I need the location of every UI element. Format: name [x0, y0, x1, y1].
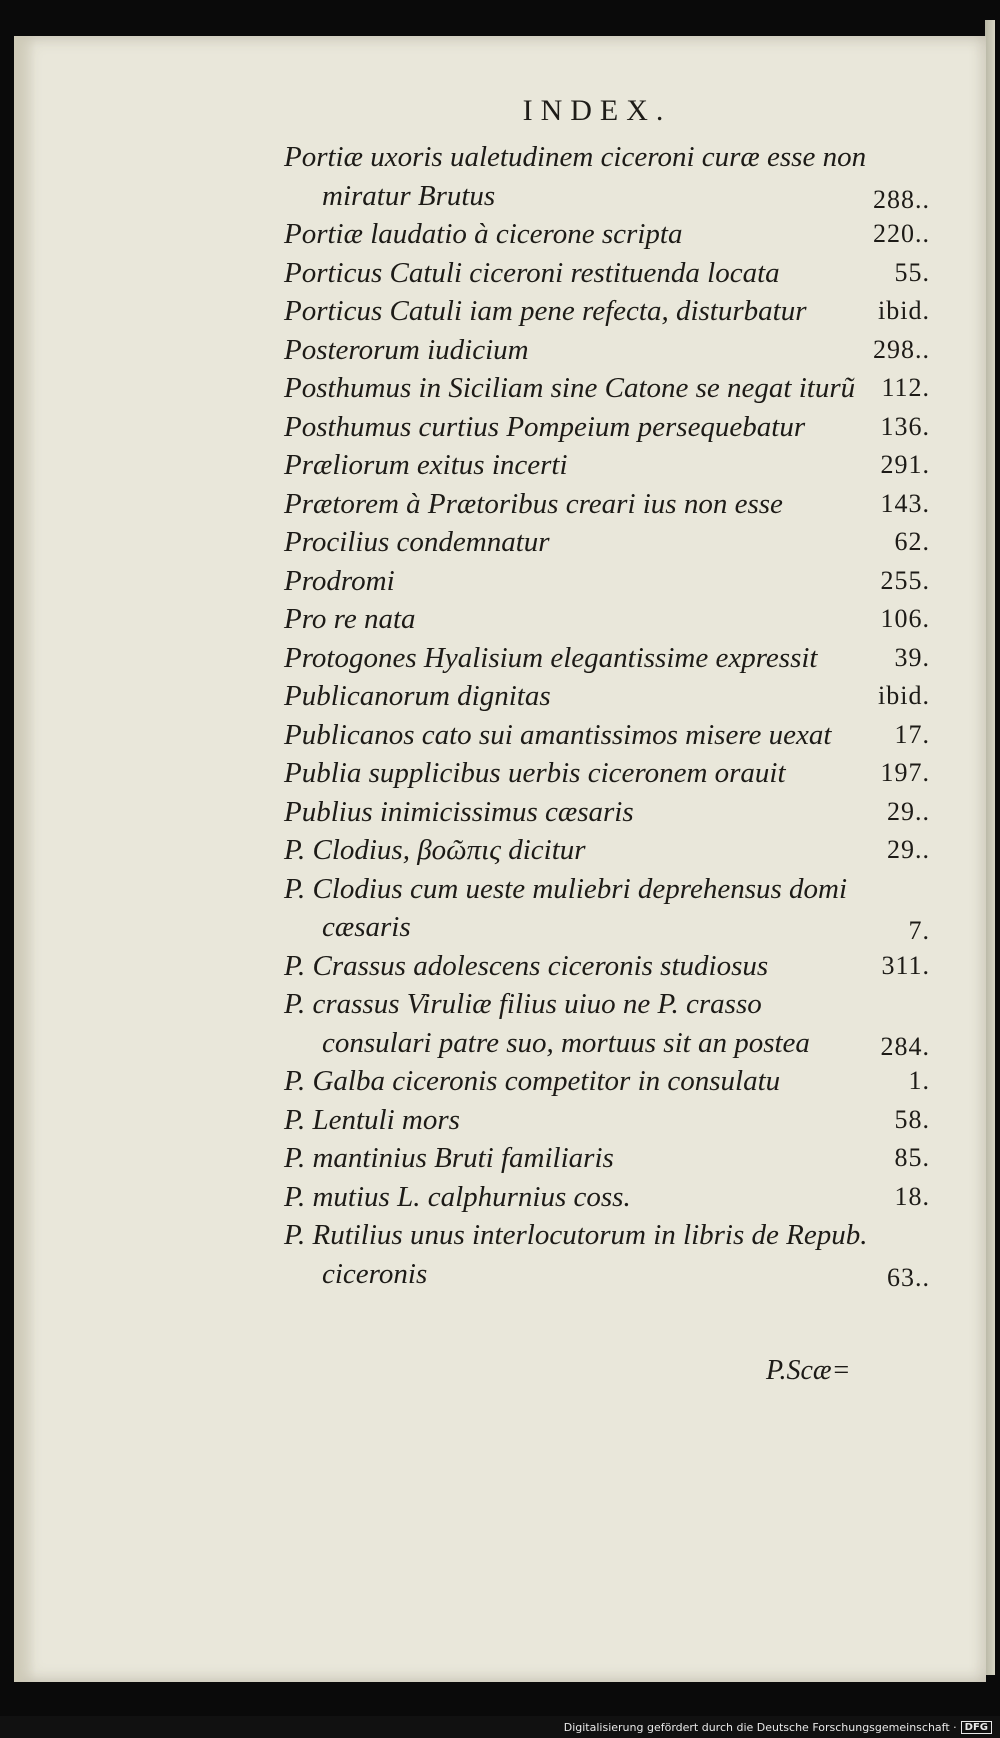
index-entry — [284, 292, 934, 331]
entry-text: Posterorum iudicium — [284, 333, 529, 366]
entry-text: Porticus Catuli ciceroni restituenda locata — [284, 256, 780, 289]
entry-page-number: 298.. — [873, 334, 930, 364]
index-entry — [284, 485, 934, 524]
entry-page-number: 17. — [894, 719, 930, 749]
index-entry — [284, 562, 934, 601]
entry-page-number: 29.. — [887, 796, 930, 826]
entry-text: Præliorum exitus incerti — [284, 449, 568, 481]
entry-text: Publia supplicibus uerbis ciceronem orauit — [284, 757, 786, 789]
entry-text: Prætorem à Prætoribus creari ius non esse — [284, 487, 783, 520]
entry-text: P. mantinius Bruti familiaris — [284, 1142, 614, 1174]
index-entry — [284, 215, 934, 254]
entry-page-number: 62. — [894, 527, 930, 556]
entry-text: Publius inimicissimus cæsaris — [284, 795, 634, 828]
index-entry — [284, 639, 934, 678]
entry-page-number: 284. — [880, 1031, 930, 1061]
digitization-footer — [0, 1716, 1000, 1738]
entry-text: Protogones Hyalisium elegantissime expressit — [284, 641, 818, 674]
index-entry — [284, 446, 934, 485]
entry-page-number: 112. — [881, 373, 930, 402]
entry-page-number: 55. — [894, 257, 930, 287]
index-entry — [284, 1178, 934, 1217]
entry-page-number: 7. — [908, 916, 930, 945]
entry-text: P. Galba ciceronis competitor in consulatu — [284, 1065, 781, 1097]
index-entry — [284, 793, 934, 832]
index-entry — [284, 716, 934, 755]
entry-page-number: ibid. — [878, 681, 930, 710]
entry-text: Portiæ uxoris ualetudinem ciceroni curæ esse non miratur Brutus — [284, 141, 867, 212]
index-entry — [284, 1139, 934, 1178]
entry-text: P. Crassus adolescens ciceronis studiosus — [284, 949, 769, 982]
footer-text: Digitalisierung gefördert durch die Deutsche Forschungsgemeinschaft · — [563, 1720, 957, 1734]
entry-text: P. Lentuli mors — [284, 1103, 460, 1136]
page-edge — [985, 20, 995, 1675]
index-entry — [284, 870, 934, 947]
entry-text: Porticus Catuli iam pene refecta, disturbatur — [284, 295, 807, 327]
entry-text: Procilius condemnatur — [284, 526, 550, 558]
catchword: P.Scæ= — [766, 1355, 851, 1386]
page-gutter-shadow — [14, 36, 36, 1682]
entry-page-number: 220.. — [873, 219, 930, 248]
index-entry — [284, 600, 934, 639]
running-head: INDEX. — [522, 94, 672, 127]
entry-text: P. Clodius, βοῶπις dicitur — [284, 834, 586, 866]
entry-text: Posthumus curtius Pompeium persequebatur — [284, 410, 806, 443]
entry-page-number: 136. — [880, 411, 930, 441]
index-entry — [284, 947, 934, 986]
index-entry — [284, 369, 934, 408]
index-entry — [284, 408, 934, 447]
entry-text: Pro re nata — [284, 603, 416, 635]
entry-text: P. mutius L. calphurnius coss. — [284, 1180, 631, 1213]
entry-page-number: 288.. — [873, 184, 930, 214]
entry-page-number: 106. — [880, 604, 930, 633]
index-entry — [284, 254, 934, 293]
index-entry — [284, 1101, 934, 1140]
index-list — [284, 138, 934, 1293]
index-entry — [284, 754, 934, 793]
index-entry — [284, 985, 934, 1062]
index-entry — [284, 831, 934, 870]
entry-text: Publicanos cato sui amantissimos misere uexat — [284, 718, 832, 751]
entry-page-number: 85. — [894, 1143, 930, 1172]
entry-page-number: 291. — [880, 450, 930, 479]
entry-text: Publicanorum dignitas — [284, 680, 551, 712]
entry-page-number: 197. — [880, 758, 930, 787]
entry-page-number: 143. — [880, 488, 930, 518]
entry-page-number: 58. — [894, 1104, 930, 1134]
entry-page-number: 311. — [881, 950, 930, 980]
entry-page-number: 255. — [880, 565, 930, 595]
entry-text: Portiæ laudatio à cicerone scripta — [284, 218, 683, 250]
index-entry — [284, 1062, 934, 1101]
entry-text: Prodromi — [284, 564, 395, 597]
entry-page-number: 29.. — [887, 835, 930, 864]
index-entry — [284, 523, 934, 562]
entry-page-number: 39. — [894, 642, 930, 672]
entry-text: Posthumus in Siciliam sine Catone se negat iturũ — [284, 372, 856, 404]
entry-page-number: ibid. — [878, 296, 930, 325]
entry-page-number: 18. — [894, 1181, 930, 1211]
entry-text: P. Rutilius unus interlocutorum in libris de Repub. ciceronis — [284, 1219, 868, 1290]
entry-page-number: 1. — [908, 1066, 930, 1095]
index-entry — [284, 138, 934, 215]
index-entry — [284, 1216, 934, 1293]
index-entry — [284, 331, 934, 370]
entry-text: P. Clodius cum ueste muliebri deprehensus domi cæsaris — [284, 872, 848, 943]
entry-text: P. crassus Viruliæ filius uiuo ne P. crasso consulari patre suo, mortuus sit an postea — [284, 988, 810, 1059]
dfg-logo: DFG — [961, 1721, 992, 1734]
entry-page-number: 63.. — [887, 1262, 930, 1292]
index-entry — [284, 677, 934, 716]
